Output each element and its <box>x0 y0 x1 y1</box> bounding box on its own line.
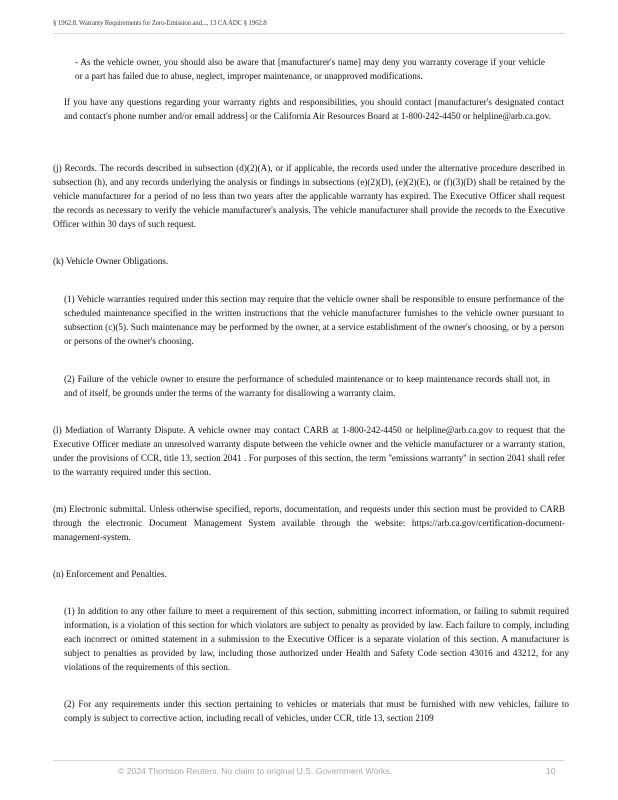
section-n2-paragraph: (2) For any requirements under this section pertaining to vehicles or materials that must be furnished with new vehicles, failure to comply is subject to corrective action, including recall of vehicles, under CCR, title 13, section 2109 <box>64 699 569 723</box>
questions-paragraph: If you have any questions regarding your warranty rights and responsibilities, you should contact [manufacturer's designated contact and contact's phone number and/or email address] or the California Air Resources Board at 1-800-242-4450 or helpline@arb.ca.gov. <box>64 97 564 121</box>
section-j-records: (j) Records. The records described in subsection (d)(2)(A), or if applicable, the records used under the alternative procedure described in subsection (h), and any records underlying the analysis or findings in subsections (e)(2)(D), (e)(2)(E), or (f)(3)(D) shall be retained by the vehicle manufacturer for a period of no less than two years after the applicable warranty has expired. The Executive Officer shall request the records as necessary to verify the vehicle manufacturer's analysis. The vehicle manufacturer shall provide the records to the Executive Officer within 30 days of such request. <box>53 163 565 229</box>
running-header: § 1962.8. Warranty Requirements for Zero-Emission and..., 13 CA ADC § 1962.8 <box>53 19 267 27</box>
section-n1-paragraph: (1) In addition to any other failure to meet a requirement of this section, submitting incorrect information, or failing to submit required information, is a violation of this section for which violators are subject to penalty as provided by law. Each failure to comply, including each incorrect or omitted statement in a submission to the Executive Officer is a separate violation of this section. A manufacturer is subject to penalties as provided by law, including those authorized under Health and Safety Code section 43016 and 43212, for any violations of the requirements of this section. <box>64 606 569 672</box>
owner-awareness-bullet: - As the vehicle owner, you should also be aware that [manufacturer's name] may deny you warranty coverage if your vehicle or a part has failed due to abuse, neglect, improper maintenance, or unapproved modifications. <box>75 57 545 81</box>
section-l-mediation: (l) Mediation of Warranty Dispute. A vehicle owner may contact CARB at 1-800-242-4450 or helpline@arb.ca.gov to request that the Executive Officer mediate an unresolved warranty dispute between the vehicle owner and the vehicle manufacturer or a warranty station, under the provisions of CCR, title 13, section 2041 . For purposes of this section, the term ''emissions warranty'' in section 2041 shall refer to the warranty required under this section. <box>53 425 565 477</box>
section-k2-paragraph: (2) Failure of the vehicle owner to ensure the performance of scheduled maintenance or to keep maintenance records shall not, in and of itself, be grounds under the terms of the warranty for disallowing a warranty claim. <box>64 374 550 398</box>
footer-divider <box>53 760 565 761</box>
section-k1-paragraph: (1) Vehicle warranties required under this section may require that the vehicle owner shall be responsible to ensure performance of the scheduled maintenance specified in the written instructions that the vehicle manufacturer furnishes to the vehicle owner pursuant to subsection (c)(5). Such maintenance may be performed by the owner, at a service establishment of the owner's choosing, or by a person or persons of the owner's choosing. <box>64 294 564 346</box>
page-number: 10 <box>546 766 556 776</box>
header-divider <box>53 33 565 34</box>
section-n-heading: (n) Enforcement and Penalties. <box>53 569 167 579</box>
section-m-electronic: (m) Electronic submittal. Unless otherwise specified, reports, documentation, and requests under this section must be provided to CARB through the electronic Document Management System available through the website: https://arb.ca.gov/certification-document-management-system. <box>53 504 565 542</box>
copyright-notice: © 2024 Thomson Reuters. No claim to original U.S. Government Works. <box>118 766 392 776</box>
section-k-heading: (k) Vehicle Owner Obligations. <box>53 256 169 266</box>
